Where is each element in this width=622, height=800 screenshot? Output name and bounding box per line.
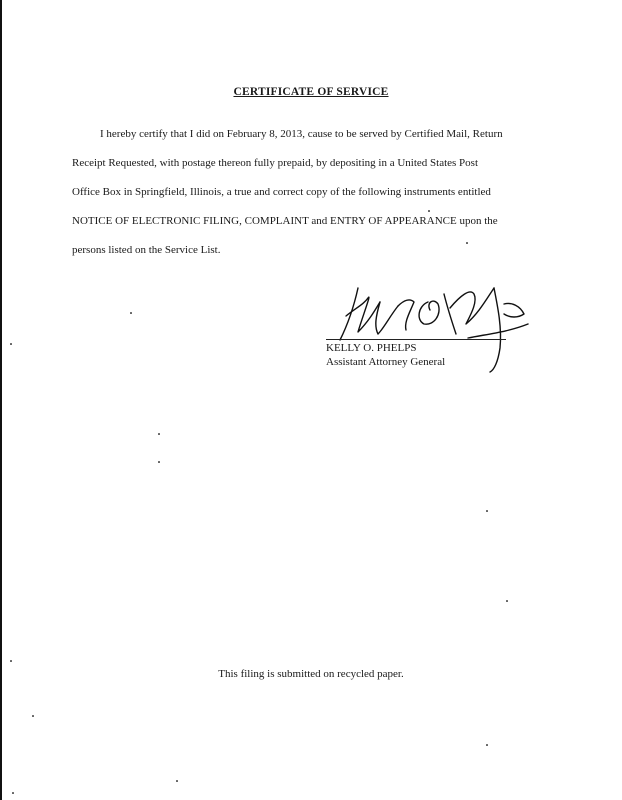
- body-line-4: NOTICE OF ELECTRONIC FILING, COMPLAINT and ENTRY OF APPEARANCE upon the: [72, 215, 498, 227]
- scan-speck: [158, 461, 160, 463]
- signature-line: [326, 339, 506, 340]
- scan-speck: [10, 343, 12, 345]
- scan-speck: [506, 600, 508, 602]
- body-line-2: Receipt Requested, with postage thereon fully prepaid, by depositing in a United States Post: [72, 157, 479, 169]
- scan-speck: [428, 210, 430, 212]
- scan-speck: [176, 780, 178, 782]
- scan-speck: [32, 715, 34, 717]
- scan-speck: [10, 660, 12, 662]
- body-line-1: I hereby certify that I did on February 8, 2013, cause to be served by Certified Mail, Return: [100, 128, 503, 140]
- document-title: CERTIFICATE OF SERVICE: [233, 86, 389, 98]
- signer-name: KELLY O. PHELPS: [326, 342, 417, 354]
- scan-speck: [12, 792, 14, 794]
- scan-speck: [486, 744, 488, 746]
- body-line-5: persons listed on the Service List.: [72, 244, 221, 256]
- page-edge-rule: [0, 0, 2, 800]
- scan-speck: [158, 433, 160, 435]
- scan-speck: [486, 510, 488, 512]
- scan-speck: [466, 242, 468, 244]
- body-line-3: Office Box in Springfield, Illinois, a true and correct copy of the following instruments entitled: [72, 186, 491, 198]
- signer-title: Assistant Attorney General: [326, 356, 446, 368]
- recycled-paper-note: This filing is submitted on recycled paper.: [218, 668, 404, 680]
- scan-speck: [130, 312, 132, 314]
